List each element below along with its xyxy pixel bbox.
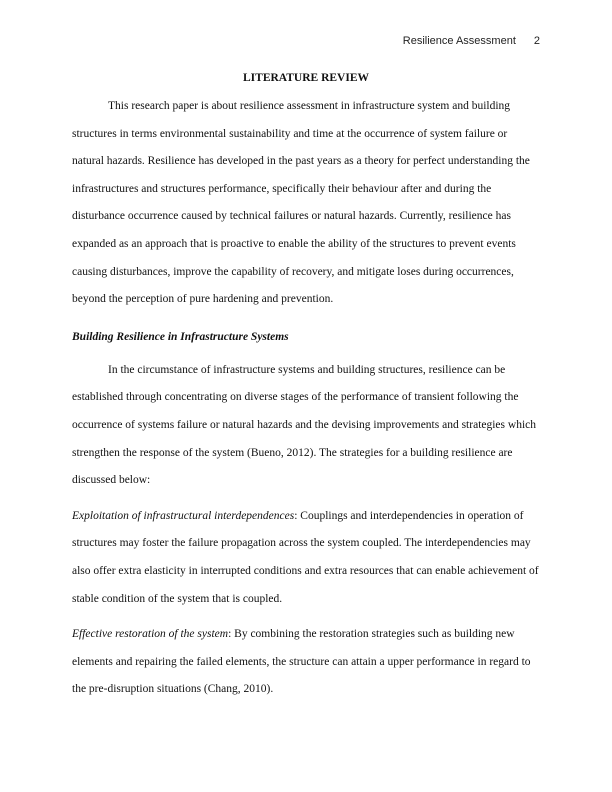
strategy-text: : Couplings and interdependencies in operation of structures may foster the failure propagation across the system coupled. The interdependencies may also offer extra elasticity in interrupted conditions and extra resources that can enable achievement of stable condition of the system that is coupled. [72, 509, 539, 605]
strategy-paragraph [72, 621, 540, 704]
intro-paragraph: This research paper is about resilience assessment in infrastructure system and building structures in terms environmental sustainability and time at the occurrence of system failure or natural hazards. Resilience has developed in the past years as a theory for perfect understanding the infrastructures and structures performance, specifically their behaviour after and during the disturbance occurrence caused by technical failures or natural hazards. Currently, resilience has expanded as an approach that is proactive to enable the ability of the structures to prevent events causing disturbances, improve the capability of recovery, and mitigate loses during occurrences, beyond the perception of pure hardening and prevention. [72, 100, 530, 306]
running-title: Resilience Assessment [402, 35, 516, 47]
subsection-heading: Building Resilience in Infrastructure Systems [72, 330, 289, 343]
strategy-term: Exploitation of infrastructural interdependences [72, 509, 295, 522]
strategy-term: Effective restoration of the system [72, 628, 229, 641]
page-number: 2 [533, 35, 540, 47]
page-header [403, 35, 540, 47]
strategy-paragraph [72, 503, 540, 613]
strategy-text: : By combining the restoration strategies such as building new elements and repairing the failed elements, the structure can attain a upper performance in regard to the pre-disruption situations (Chang, 2010). [72, 628, 531, 696]
body-paragraph: In the circumstance of infrastructure systems and building structures, resilience can be established through concentrating on diverse stages of the performance of transient following the occurrence of systems failure or natural hazards and the devising improvements and strategies which strengthen the response of the system (Bueno, 2012). The strategies for a building resilience are discussed below: [72, 363, 536, 487]
document-body [72, 68, 540, 704]
section-title: LITERATURE REVIEW [243, 72, 369, 84]
